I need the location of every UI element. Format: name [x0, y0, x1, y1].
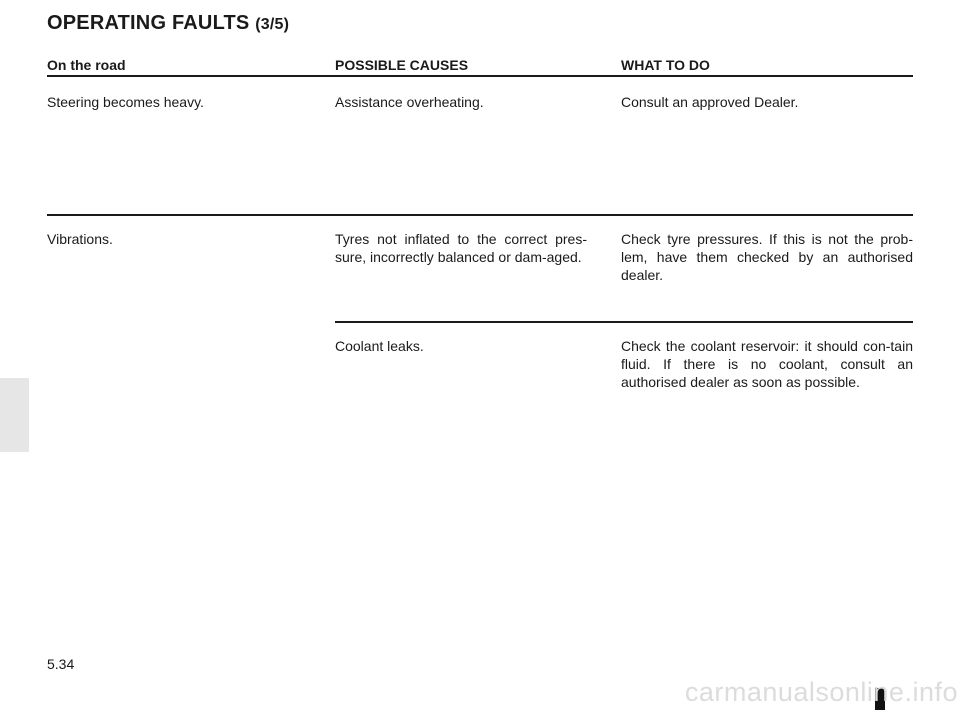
cause-cell: Coolant leaks. [335, 338, 424, 354]
page-title-text: OPERATING FAULTS [47, 12, 250, 34]
cause-cell: Tyres not inflated to the correct pres-sure, incorrectly balanced or dam-aged. [335, 231, 587, 265]
sub-row-divider [335, 321, 913, 323]
header-divider [47, 75, 913, 77]
action-cell: Check the coolant reservoir: it should con-tain fluid. If there is no coolant, consult an authorised dealer as soon as possible. [621, 338, 913, 390]
watermark: carmanualsonline.info [684, 677, 958, 707]
action-cell: Consult an approved Dealer. [621, 94, 799, 110]
page-title [47, 12, 289, 35]
row-divider [47, 214, 913, 216]
column-header-on-the-road: On the road [47, 57, 126, 73]
cause-cell: Assistance overheating. [335, 94, 484, 110]
symptom-cell: Vibrations. [47, 231, 113, 247]
page-number: 5.34 [47, 656, 75, 672]
action-cell: Check tyre pressures. If this is not the prob-lem, have them checked by an authorised dealer. [621, 231, 913, 283]
chapter-side-tab [0, 378, 29, 452]
symptom-cell: Steering becomes heavy. [47, 94, 204, 110]
column-header-possible-causes: POSSIBLE CAUSES [335, 57, 469, 73]
column-header-what-to-do: WHAT TO DO [621, 57, 710, 73]
page-title-suffix: (3/5) [255, 16, 290, 33]
